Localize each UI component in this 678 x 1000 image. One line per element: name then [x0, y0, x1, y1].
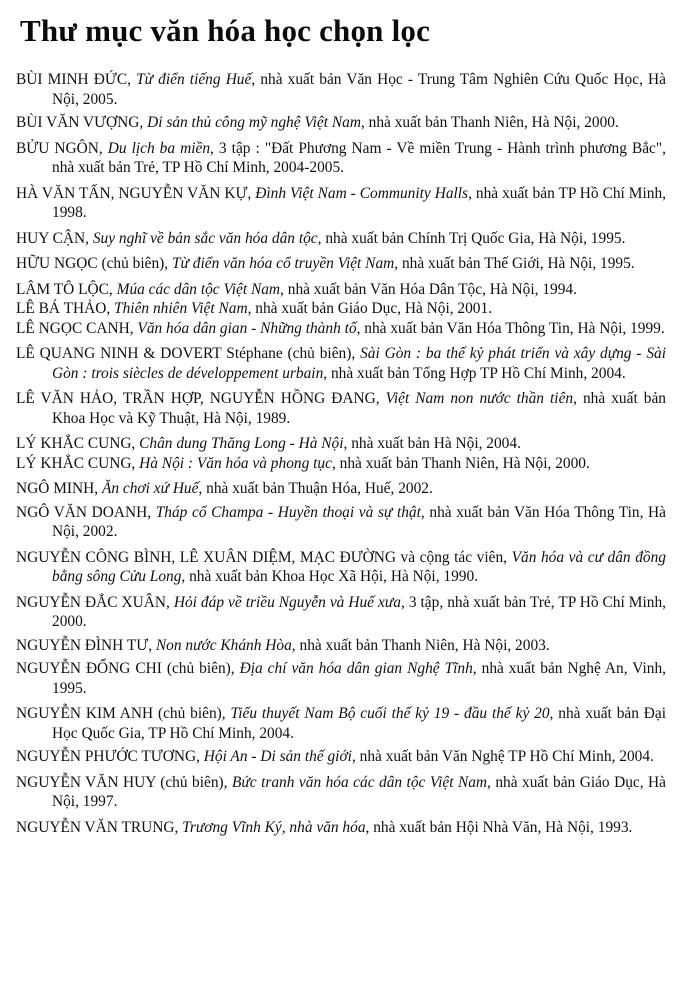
entry-publication: , 3 tập, nhà xuất bản Trẻ, TP Hồ Chí Minh, 2000.	[52, 593, 666, 630]
entry-publication: , nhà xuất bản Hội Nhà Văn, Hà Nội, 1993.	[365, 818, 633, 836]
bibliography-entry	[16, 818, 666, 838]
bibliography-entry	[16, 548, 666, 587]
entry-work: Việt Nam non nước thần tiên	[385, 390, 574, 407]
bibliography-entry	[16, 704, 666, 743]
entry-publication: , nhà xuất bản Nghệ An, Vinh, 1995.	[52, 660, 666, 697]
entry-publication: , nhà xuất bản Giáo Dục, Hà Nội, 1997.	[52, 773, 667, 810]
entry-publication: , nhà xuất bản Thanh Niên, Hà Nội, 2000.	[331, 454, 590, 472]
entry-author: NGUYỄN PHƯỚC TƯƠNG,	[16, 748, 204, 765]
bibliography-entry	[16, 479, 666, 499]
entry-work: Hà Nội : Văn hóa và phong tục	[139, 454, 332, 472]
bibliography-entry	[16, 636, 666, 656]
entry-author: HỮU NGỌC (chủ biên),	[16, 255, 172, 272]
entry-work: Du lịch ba miền	[107, 139, 211, 157]
entry-author: BÙI MINH ĐỨC,	[16, 71, 137, 88]
entry-publication: , nhà xuất bản Chính Trị Quốc Gia, Hà Nội, 1995.	[317, 229, 626, 247]
entry-author: NGUYỄN ĐẮC XUÂN,	[16, 593, 174, 611]
bibliography-entry	[16, 344, 666, 383]
bibliography-entry	[16, 593, 666, 632]
entry-work: Thiên nhiên Việt Nam	[114, 300, 248, 317]
entry-author: LÝ KHẮC CUNG,	[16, 435, 140, 452]
entry-work: Suy nghĩ về bản sắc văn hóa dân tộc	[92, 229, 318, 247]
entry-author: HUY CẬN,	[16, 229, 93, 247]
bibliography-entry	[16, 229, 666, 249]
entry-author: LÊ BÁ THẢO,	[16, 300, 115, 317]
entry-publication: , nhà xuất bản Thanh Niên, Hà Nội, 2000.	[360, 114, 619, 131]
entry-work: Địa chí văn hóa dân gian Nghệ Tĩnh	[239, 660, 473, 677]
entry-work: Hội An - Di sản thế giới	[203, 748, 352, 765]
bibliography-list	[16, 70, 666, 837]
entry-publication: , nhà xuất bản Văn Hóa Dân Tộc, Hà Nội, 1994.	[280, 280, 577, 298]
entry-author: NGUYỄN CÔNG BÌNH, LÊ XUÂN DIỆM, MẠC ĐƯỜNG và cộng tác viên,	[16, 548, 512, 566]
entry-publication: , nhà xuất bản Thế Giới, Hà Nội, 1995.	[394, 255, 635, 272]
entry-publication: , nhà xuất bản Tổng Hợp TP Hồ Chí Minh, 2004.	[323, 364, 626, 382]
bibliography-entry	[16, 184, 666, 223]
bibliography-entry	[16, 773, 666, 812]
entry-publication: , 3 tập : "Đất Phương Nam - Về miền Trung - Hành trình phương Bắc", nhà xuất bản Trẻ, TP Hồ Chí Minh, 2004-2005.	[52, 139, 667, 176]
bibliography-entry	[16, 70, 666, 109]
entry-author: NGUYỄN ĐÌNH TƯ,	[16, 636, 156, 654]
bibliography-entry	[16, 139, 666, 178]
entry-author: NGÔ MINH,	[16, 480, 102, 497]
entry-publication: , nhà xuất bản Hà Nội, 2004.	[343, 435, 521, 452]
entry-work: Tiểu thuyết Nam Bộ cuối thế kỷ 19 - đầu thế kỷ 20	[230, 705, 550, 722]
entry-work: Đình Việt Nam - Community Halls	[255, 184, 469, 202]
entry-author: LÊ NGỌC CANH,	[16, 319, 138, 337]
entry-work: Trương Vĩnh Ký, nhà văn hóa	[182, 818, 366, 836]
entry-work: Di sản thủ công mỹ nghệ Việt Nam	[147, 114, 361, 131]
entry-publication: , nhà xuất bản Văn Hóa Thông Tin, Hà Nội, 1999.	[356, 319, 665, 337]
entry-author: LÂM TÔ LỘC,	[16, 280, 117, 298]
entry-publication: , nhà xuất bản Văn Học - Trung Tâm Nghiên Cứu Quốc Học, Hà Nội, 2005.	[52, 71, 666, 108]
entry-author: NGUYỄN ĐỔNG CHI (chủ biên),	[16, 660, 240, 677]
entry-work: Từ điển tiếng Huế	[136, 71, 252, 88]
bibliography-entry	[16, 280, 666, 300]
entry-work: Tháp cổ Champa - Huyền thoại và sự thật	[155, 503, 421, 521]
entry-publication: , nhà xuất bản Khoa Học Xã Hội, Hà Nội, 1990.	[181, 568, 479, 585]
bibliography-entry	[16, 254, 666, 274]
entry-author: LÊ QUANG NINH & DOVERT Stéphane (chủ biên),	[16, 345, 361, 362]
bibliography-entry	[16, 503, 666, 542]
entry-author: NGUYỄN KIM ANH (chủ biên),	[16, 705, 231, 722]
entry-publication: , nhà xuất bản TP Hồ Chí Minh, 1998.	[52, 184, 666, 221]
entry-publication: , nhà xuất bản Thanh Niên, Hà Nội, 2003.	[291, 636, 550, 654]
entry-author: NGÔ VĂN DOANH,	[16, 503, 156, 521]
entry-work: Hỏi đáp về triều Nguyễn và Huế xưa	[173, 593, 401, 611]
bibliography-entry	[16, 454, 666, 474]
entry-publication: , nhà xuất bản Đại Học Quốc Gia, TP Hồ Chí Minh, 2004.	[52, 705, 666, 742]
entry-work: Bức tranh văn hóa các dân tộc Việt Nam	[232, 773, 488, 791]
entry-publication: , nhà xuất bản Văn Nghệ TP Hồ Chí Minh, 2004.	[351, 748, 654, 765]
bibliography-entry	[16, 299, 666, 319]
entry-work: Múa các dân tộc Việt Nam	[116, 280, 281, 298]
page-title: Thư mục văn hóa học chọn lọc	[20, 13, 431, 48]
entry-work: Ăn chơi xứ Huế	[101, 480, 199, 497]
bibliography-entry	[16, 747, 666, 767]
bibliography-entry	[16, 659, 666, 698]
entry-author: BỬU NGÔN,	[16, 139, 108, 157]
entry-work: Sài Gòn : ba thế kỷ phát triển và xây dựng - Sài Gòn : trois siècles de développement urbain	[52, 345, 666, 382]
entry-author: BÙI VĂN VƯỢNG,	[16, 114, 148, 131]
entry-author: LÊ VĂN HẢO, TRẦN HỢP, NGUYỄN HỒNG ĐANG,	[16, 390, 386, 407]
entry-publication: , nhà xuất bản Giáo Dục, Hà Nội, 2001.	[247, 300, 493, 317]
entry-work: Non nước Khánh Hòa	[155, 636, 292, 654]
entry-publication: , nhà xuất bản Văn Hóa Thông Tin, Hà Nội, 2002.	[52, 503, 667, 540]
entry-work: Từ điển văn hóa cổ truyền Việt Nam	[172, 255, 395, 272]
entry-publication: , nhà xuất bản Khoa Học và Kỹ Thuật, Hà Nội, 1989.	[52, 390, 666, 427]
entry-publication: , nhà xuất bản Thuận Hóa, Huế, 2002.	[198, 480, 433, 497]
bibliography-entry	[16, 434, 666, 454]
bibliography-entry	[16, 389, 666, 428]
entry-work: Chân dung Thăng Long - Hà Nội	[139, 435, 344, 452]
bibliography-entry	[16, 113, 666, 133]
entry-author: NGUYỄN VĂN TRUNG,	[16, 818, 183, 836]
entry-author: NGUYỄN VĂN HUY (chủ biên),	[16, 773, 232, 791]
bibliography-entry	[16, 319, 666, 339]
entry-work: Văn hóa và cư dân đồng bằng sông Cửu Long	[52, 548, 666, 585]
entry-author: HÀ VĂN TẤN, NGUYỄN VĂN KỰ,	[16, 184, 256, 202]
entry-author: LÝ KHẮC CUNG,	[16, 454, 140, 472]
entry-work: Văn hóa dân gian - Những thành tố	[137, 319, 357, 337]
